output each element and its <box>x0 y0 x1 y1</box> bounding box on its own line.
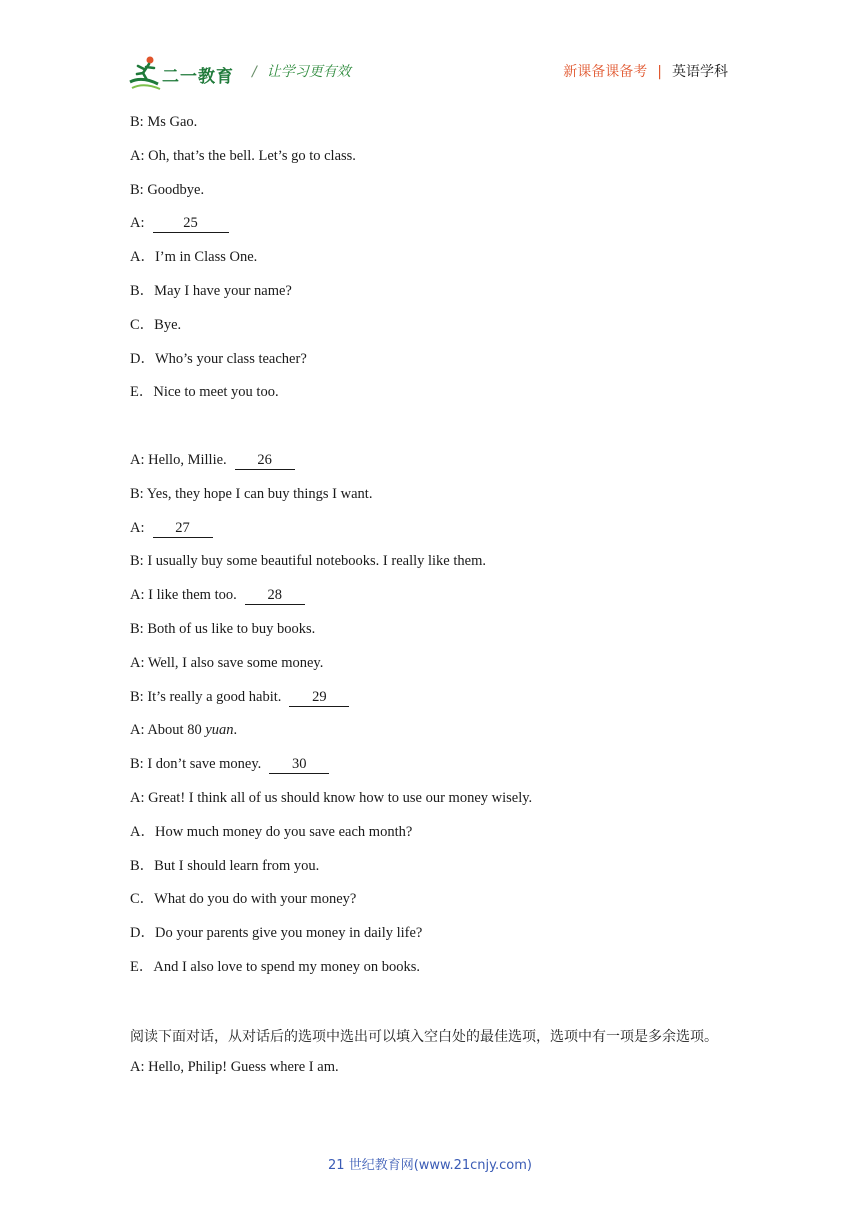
dialogue-line: B: Both of us like to buy books. <box>130 620 316 637</box>
option-item: B．But I should learn from you. <box>130 857 320 874</box>
section-instruction: 阅读下面对话，从对话后的选项中选出可以填入空白处的最佳选项，选项中有一项是多余选项。 <box>130 1028 718 1045</box>
dialogue-line-blank-25 <box>130 212 735 234</box>
option-item: B．May I have your name? <box>130 282 292 299</box>
page-header <box>128 52 728 92</box>
dialogue-line-blank-26 <box>130 449 735 471</box>
dialogue-text: B: I don’t save money. <box>130 756 262 773</box>
dialogue-punctuation: . <box>233 722 238 739</box>
dialogue-line-blank-28 <box>130 584 735 606</box>
option-item: C．What do you do with your money? <box>130 891 357 908</box>
logo <box>128 52 240 92</box>
answer-blank[interactable]: 29 <box>289 689 349 707</box>
answer-blank[interactable]: 30 <box>269 756 329 774</box>
subject-label: 英语学科 <box>672 64 728 80</box>
document-body <box>130 111 735 1090</box>
answer-blank[interactable]: 28 <box>245 587 305 605</box>
option-item: E．Nice to meet you too. <box>130 384 279 401</box>
currency-word: yuan <box>205 722 234 739</box>
slogan-text: 让学习更有效 <box>266 64 351 80</box>
dialogue-line: B: I usually buy some beautiful notebooks. I really like them. <box>130 553 486 570</box>
runner-logo-icon <box>128 52 162 92</box>
speaker-label: A: <box>130 215 145 232</box>
dialogue-line: A: Hello, Philip! Guess where I am. <box>130 1058 339 1075</box>
dialogue-line-blank-30 <box>130 753 735 775</box>
header-divider: | <box>657 64 662 80</box>
dialogue-line-blank-29 <box>130 686 735 708</box>
answer-blank[interactable]: 27 <box>153 520 213 538</box>
dialogue-text: A: I like them too. <box>130 587 237 604</box>
dialogue-line: B: Ms Gao. <box>130 114 198 130</box>
page-footer[interactable]: 21 世纪教育网(www.21cnjy.com) <box>328 1158 532 1173</box>
option-item: E．And I also love to spend my money on books. <box>130 958 420 975</box>
logo-text: 二一教育 <box>162 67 234 87</box>
dialogue-line: B: Yes, they hope I can buy things I want. <box>130 485 373 502</box>
dialogue-line: A: Oh, that’s the bell. Let’s go to class. <box>130 147 356 164</box>
dialogue-line: B: Goodbye. <box>130 181 205 198</box>
option-item: A．I’m in Class One. <box>130 249 258 266</box>
dialogue-line-blank-27 <box>130 517 735 539</box>
option-item: D．Who’s your class teacher? <box>130 350 307 367</box>
dialogue-line: A: Great! I think all of us should know how to use our money wisely. <box>130 789 533 806</box>
slogan-separator: / <box>252 64 257 80</box>
dialogue-text: A: About 80 <box>130 722 202 739</box>
header-course-info <box>563 61 728 81</box>
answer-blank[interactable]: 25 <box>153 215 229 233</box>
option-item: D．Do your parents give you money in daily life? <box>130 925 423 942</box>
dialogue-text: A: Hello, Millie. <box>130 451 227 468</box>
dialogue-text: B: It’s really a good habit. <box>130 688 282 705</box>
speaker-label: A: <box>130 519 145 536</box>
dialogue-line: A: Well, I also save some money. <box>130 654 324 671</box>
course-label: 新课备课备考 <box>563 64 648 80</box>
dialogue-line <box>130 719 735 741</box>
answer-blank[interactable]: 26 <box>235 452 295 470</box>
option-item: C．Bye. <box>130 316 182 333</box>
slogan <box>252 61 351 81</box>
option-item: A．How much money do you save each month? <box>130 823 413 840</box>
